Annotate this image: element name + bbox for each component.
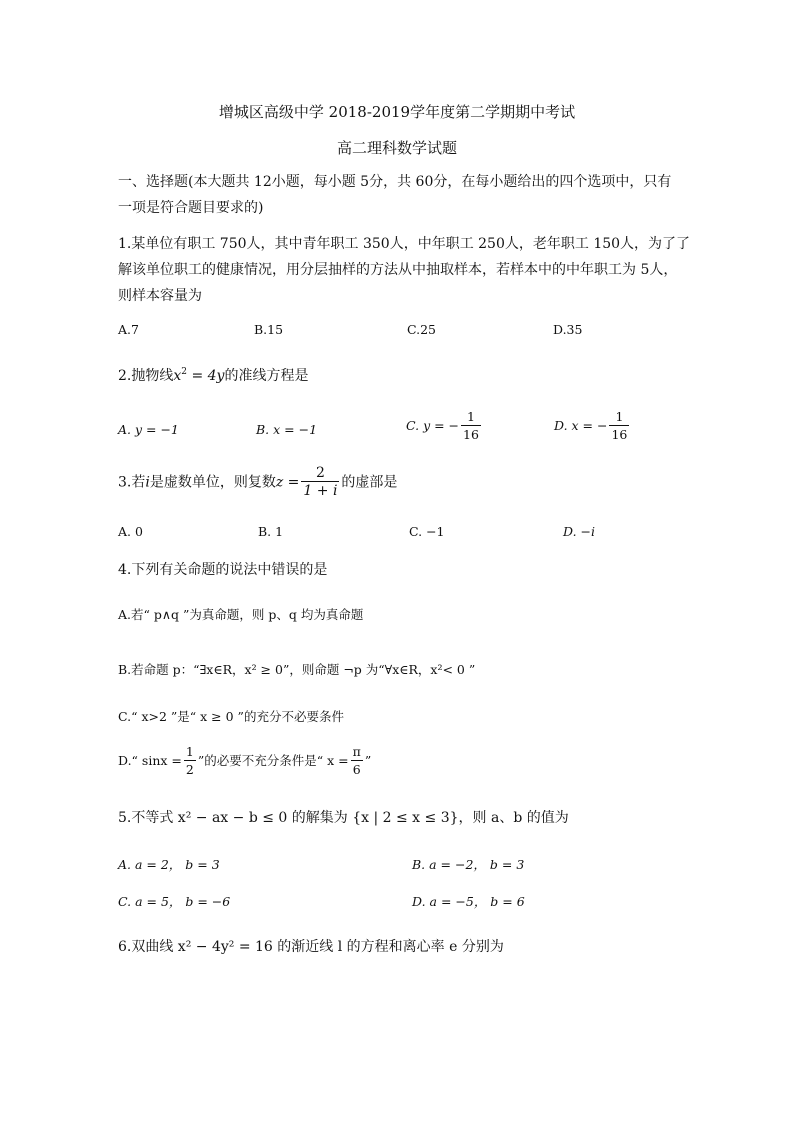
- q2-option-d-label: D. x = −: [554, 418, 608, 433]
- q1-stem-line-3: 则样本容量为: [118, 288, 202, 304]
- q2-option-c-fraction: [461, 409, 481, 444]
- q2-option-d-numerator: 1: [615, 409, 624, 424]
- q4-option-d-post: ”: [364, 753, 372, 768]
- q5-stem: 5.不等式 x² − ax − b ≤ 0 的解集为 {x | 2 ≤ x ≤ 3}，则 a、b 的值为: [118, 810, 569, 826]
- q3-z-eq: z =: [275, 474, 300, 491]
- q3-option-a: A. 0: [118, 524, 143, 539]
- q1-stem-line-2: 解该单位职工的健康情况，用分层抽样的方法从中抽取样本，若样本中的中年职工为 5人，: [118, 262, 678, 278]
- q1-option-a: A.7: [118, 322, 139, 337]
- q3-suffix: 的虚部是: [341, 474, 398, 491]
- q1-stem-line-1: 1.某单位有职工 750人，其中青年职工 350人，中年职工 250人，老年职工 150人，为了了: [118, 236, 691, 252]
- q4-option-d-denominator-1: 2: [185, 762, 194, 777]
- q3-prefix: 3.若: [118, 474, 146, 491]
- q4-option-c: C.“ x>2 ”是“ x ≥ 0 ”的充分不必要条件: [118, 709, 344, 724]
- q5-option-c: C. a = 5， b = −6: [118, 894, 231, 909]
- q4-option-d-numerator-2: π: [352, 744, 361, 759]
- q2-stem: [118, 366, 308, 386]
- q2-option-c: [406, 409, 483, 444]
- q6-stem: 6.双曲线 x² − 4y² = 16 的渐近线 l 的方程和离心率 e 分别为: [118, 939, 504, 955]
- q3-option-d: D. −i: [563, 524, 595, 539]
- q2-option-d-denominator: 16: [611, 427, 628, 442]
- q2-expr-exp: 2: [181, 367, 187, 377]
- q3-option-c: C. −1: [409, 524, 445, 539]
- q4-option-d-fraction-1: [184, 744, 196, 779]
- q2-expr-rest: = 4y: [187, 368, 225, 384]
- section-heading-line-1: 一、选择题(本大题共 12小题，每小题 5分，共 60分，在每小题给出的四个选项中，只有: [118, 174, 672, 190]
- q4-option-d-denominator-2: 6: [352, 762, 361, 777]
- q2-option-d: [554, 409, 631, 444]
- q5-option-a: A. a = 2， b = 3: [118, 857, 220, 872]
- q4-option-d-fraction-2: [351, 744, 363, 779]
- q1-option-c: C.25: [407, 322, 436, 337]
- q2-option-c-denominator: 16: [463, 427, 479, 442]
- q2-prefix: 2.抛物线: [118, 368, 174, 384]
- q5-option-b: B. a = −2， b = 3: [412, 857, 525, 872]
- exam-subtitle: 高二理科数学试题: [336, 139, 457, 157]
- exam-title: 增城区高级中学 2018-2019学年度第二学期期中考试: [218, 103, 576, 121]
- q2-option-c-label: C. y = −: [406, 418, 460, 433]
- q3-numerator: 2: [315, 465, 325, 481]
- q2-option-b: B. x = −1: [256, 422, 318, 437]
- q2-option-c-numerator: 1: [467, 409, 475, 424]
- q1-option-d: D.35: [553, 322, 583, 337]
- q3-var-i: i: [145, 474, 150, 491]
- q3-denominator: 1 + i: [303, 483, 338, 499]
- q4-option-d-mid: ”的必要不充分条件是“ x =: [197, 753, 349, 768]
- q1-option-b: B.15: [254, 322, 284, 337]
- q4-option-d-pre: D.“ sinx =: [118, 753, 182, 768]
- q4-option-d: [118, 744, 371, 779]
- q4-option-a: A.若“ p∧q ”为真命题，则 p、q 均为真命题: [118, 607, 364, 622]
- q3-option-b: B. 1: [258, 524, 284, 539]
- q2-suffix: 的准线方程是: [224, 368, 309, 384]
- q3-mid: 是虚数单位，则复数: [149, 474, 276, 491]
- q5-option-d: D. a = −5， b = 6: [412, 894, 525, 909]
- q2-expr-base: x: [173, 368, 182, 384]
- q2-option-d-fraction: [609, 409, 629, 444]
- q4-option-b: B.若命题 p：“∃x∈R，x² ≥ 0”，则命题 ¬p 为“∀x∈R，x²< 0 ”: [118, 662, 476, 677]
- section-heading-line-2: 一项是符合题目要求的): [118, 200, 264, 216]
- q4-option-d-numerator-1: 1: [185, 744, 194, 759]
- q3-stem: [118, 465, 397, 500]
- q3-fraction: [301, 465, 339, 500]
- q2-option-a: A. y = −1: [118, 422, 179, 437]
- q4-stem: 4.下列有关命题的说法中错误的是: [118, 562, 328, 578]
